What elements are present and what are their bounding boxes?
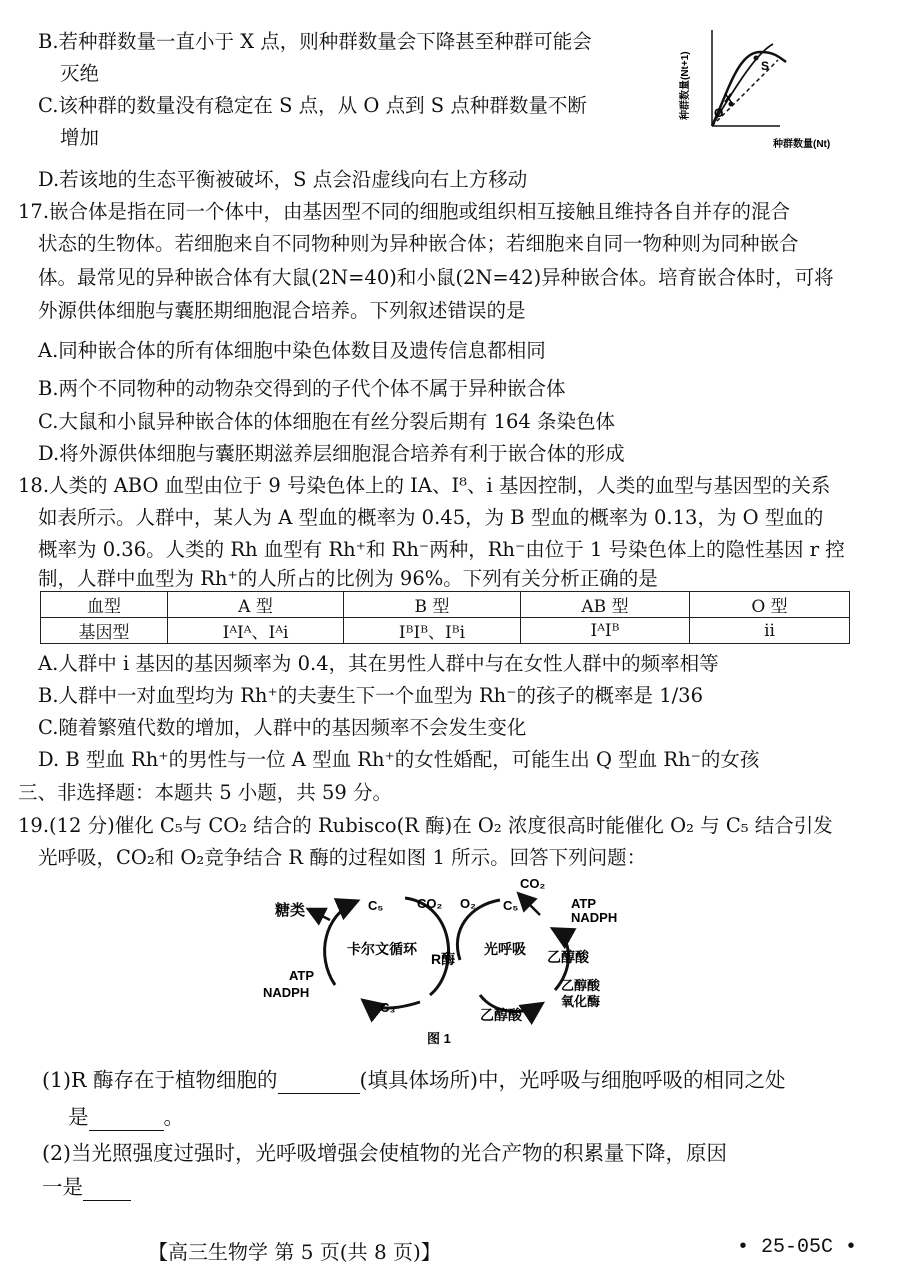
table-header-row [41, 592, 850, 618]
footer-code: • 25-05C • [737, 1236, 858, 1259]
q18-option-d: D. B 型血 Rh⁺的男性与一位 A 型血 Rh⁺的女性婚配，可能生出 Q 型血 Rh⁻的女孩 [38, 748, 760, 771]
table-row [41, 618, 850, 644]
q19-p2-text-b: 一是 [42, 1175, 83, 1199]
label-c5-right: C₅ [503, 898, 519, 913]
table-header-cell: B 型 [344, 592, 521, 618]
q17-option-a: A.同种嵌合体的所有体细胞中染色体数目及遗传信息都相同 [38, 339, 546, 362]
q19-part1-line2 [68, 1103, 184, 1131]
table-cell: 基因型 [41, 618, 168, 644]
label-nadph-bottom: NADPH [263, 985, 310, 1000]
footer-page-info: 【高三生物学 第 5 页(共 8 页)】 [148, 1240, 441, 1264]
table-cell: IᴬIᴬ、Iᴬi [168, 618, 344, 644]
co2-release-arrow [520, 895, 540, 915]
q19-p1-text-d: 。 [163, 1105, 184, 1129]
q18-option-a: A.人群中 i 基因的基因频率为 0.4，其在男性人群中与在女性人群中的频率相等 [38, 652, 719, 675]
label-nadph-top: NADPH [571, 910, 618, 925]
table-header-cell: A 型 [168, 592, 344, 618]
label-s: S [761, 59, 770, 73]
answer-blank-3[interactable] [83, 1178, 131, 1201]
q19-p1-text-a: (1)R 酶存在于植物细胞的 [42, 1068, 278, 1092]
q17-option-b: B.两个不同物种的动物杂交得到的子代个体不属于异种嵌合体 [38, 377, 566, 400]
answer-blank-2[interactable] [89, 1108, 164, 1131]
q17-stem-line2: 状态的生物体。若细胞来自不同物种则为异种嵌合体；若细胞来自同一物种则为同种嵌合 [38, 232, 799, 255]
label-atp-top: ATP [571, 896, 597, 911]
label-r-enzyme: R酶 [431, 951, 456, 967]
figure-caption: 图 1 [427, 1031, 451, 1046]
q16-option-d: D.若该地的生态平衡被破坏，S 点会沿虚线向右上方移动 [38, 168, 528, 191]
q19-stem-line2: 光呼吸，CO₂和 O₂竞争结合 R 酶的过程如图 1 所示。回答下列问题： [38, 846, 647, 869]
table-cell: IᴬIᴮ [521, 618, 690, 644]
figure-1-photorespiration [255, 870, 635, 1050]
q19-part1-line1 [42, 1066, 786, 1094]
table-cell: IᴮIᴮ、Iᴮi [344, 618, 521, 644]
blood-type-table [40, 591, 850, 644]
label-c5-left: C₅ [368, 898, 384, 913]
q19-stem-line1: 19.(12 分)催化 C₅与 CO₂ 结合的 Rubisco(R 酶)在 O₂ 浓度很高时能催化 O₂ 与 C₅ 结合引发 [18, 814, 833, 837]
q16-option-c-line1: C.该种群的数量没有稳定在 S 点，从 O 点到 S 点种群数量不断 [38, 94, 587, 117]
q19-part2-line1: (2)当光照强度过强时，光呼吸增强会使植物的光合产物的积累量下降，原因 [42, 1141, 728, 1165]
label-photorespiration: 光呼吸 [484, 941, 526, 957]
section-three-heading: 三、非选择题：本题共 5 小题，共 59 分。 [18, 781, 393, 804]
q19-p1-text-b: (填具体场所)中，光呼吸与细胞呼吸的相同之处 [359, 1068, 786, 1092]
q17-option-c: C.大鼠和小鼠异种嵌合体的体细胞在有丝分裂后期有 164 条染色体 [38, 410, 616, 433]
label-atp-bottom: ATP [289, 968, 315, 983]
label-sugar: 糖类 [275, 902, 306, 919]
table-header-cell: AB 型 [521, 592, 690, 618]
table-header-cell: 血型 [41, 592, 168, 618]
label-x: X [724, 91, 733, 105]
graph-xlabel: 种群数量(Nt) [773, 139, 831, 150]
label-o: O [714, 106, 724, 120]
point-s-marker [754, 56, 759, 61]
sugar-arrow [310, 910, 330, 920]
table-header-cell: O 型 [690, 592, 850, 618]
label-oxidase-line1: 乙醇酸 [561, 978, 601, 993]
q18-option-b: B.人群中一对血型均为 Rh⁺的夫妻生下一个血型为 Rh⁻的孩子的概率是 1/36 [38, 684, 703, 707]
q18-stem-line1: 18.人类的 ABO 血型由位于 9 号染色体上的 IA、I⁸、i 基因控制，人类的血型与基因型的关系 [18, 474, 831, 497]
label-c3: C₃ [380, 1000, 396, 1015]
q16-option-b-line1: B.若种群数量一直小于 X 点，则种群数量会下降甚至种群可能会 [38, 30, 592, 53]
q18-stem-line2: 如表所示。人群中，某人为 A 型血的概率为 0.45，为 B 型血的概率为 0.13，为 O 型血的 [38, 506, 824, 529]
q18-option-c: C.随着繁殖代数的增加，人群中的基因频率不会发生变化 [38, 716, 527, 739]
label-co2-left: CO₂ [417, 896, 443, 911]
population-graph [668, 22, 888, 157]
q18-stem-line3: 概率为 0.36。人类的 Rh 血型有 Rh⁺和 Rh⁻两种，Rh⁻由位于 1 号染色体上的隐性基因 r 控 [38, 538, 845, 561]
label-oxidase-line2: 氧化酶 [561, 994, 601, 1009]
q16-option-c-line2: 增加 [60, 126, 100, 149]
q16-option-b-line2: 灭绝 [60, 62, 100, 85]
q18-stem-line4: 制，人群中血型为 Rh⁺的人所占的比例为 96%。下列有关分析正确的是 [38, 567, 658, 590]
q17-stem-line1: 17.嵌合体是指在同一个体中，由基因型不同的细胞或组织相互接触且维持各自并存的混合 [18, 200, 791, 223]
label-co2-top: CO₂ [520, 876, 546, 891]
answer-blank-1[interactable] [278, 1071, 360, 1094]
table-cell: ii [690, 618, 850, 644]
q19-part2-line2 [42, 1173, 131, 1201]
q19-p1-text-c: 是 [68, 1105, 89, 1129]
q17-stem-line4: 外源供体细胞与囊胚期细胞混合培养。下列叙述错误的是 [38, 299, 526, 322]
label-glycolic-acid: 乙醇酸 [547, 949, 589, 965]
label-calvin-cycle: 卡尔文循环 [347, 941, 417, 957]
label-o2: O₂ [460, 896, 476, 911]
q17-option-d: D.将外源供体细胞与囊胚期滋养层细胞混合培养有利于嵌合体的形成 [38, 442, 625, 465]
q17-stem-line3: 体。最常见的异种嵌合体有大鼠(2N=40)和小鼠(2N=42)异种嵌合体。培育嵌合体时，可将 [38, 266, 834, 289]
graph-ylabel: 种群数量(Nt+1) [680, 51, 691, 120]
label-glycolate-bottom: 乙醇酸 [480, 1007, 522, 1023]
